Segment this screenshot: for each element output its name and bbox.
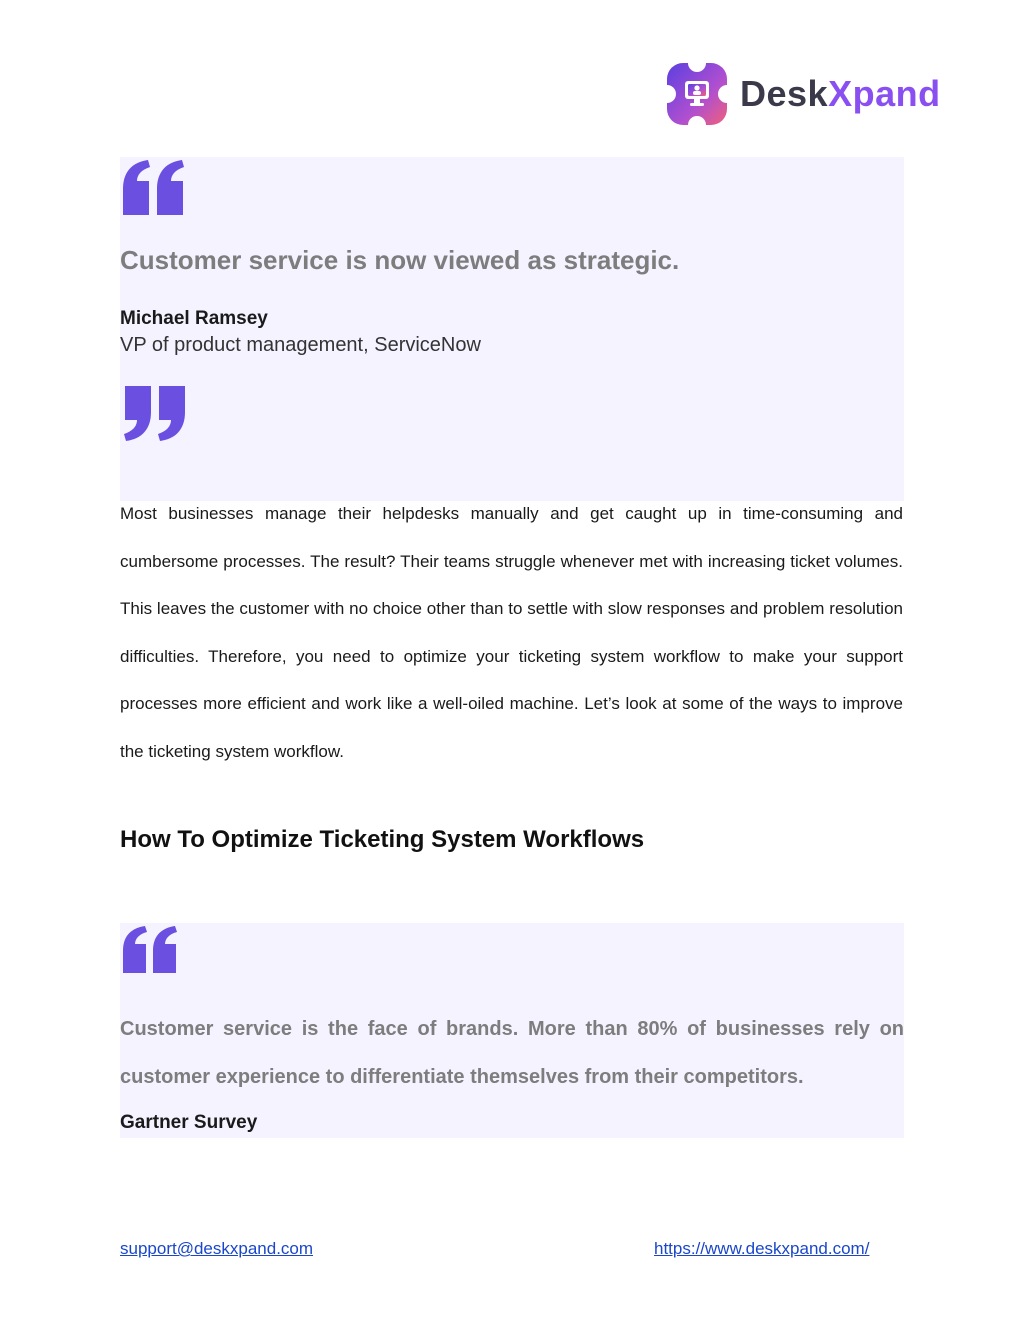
footer-website-link[interactable]: https://www.deskxpand.com/	[654, 1239, 870, 1258]
quote-author-role: VP of product management, ServiceNow	[120, 334, 481, 356]
logo-wordmark	[740, 73, 941, 114]
logo-text-xpand: Xpand	[828, 73, 941, 114]
quote-source: Gartner Survey	[120, 1112, 258, 1133]
logo-text-desk: Desk	[740, 73, 829, 114]
quote-author: Michael Ramsey	[120, 308, 268, 329]
quote-text: Customer service is the face of brands. More than 80% of businesses rely on customer experience to differentiate themselves from their competitors.	[120, 1018, 904, 1088]
close-quote-icon	[123, 386, 187, 442]
footer-email-link[interactable]: support@deskxpand.com	[120, 1239, 314, 1258]
quote-text: Customer service is now viewed as strategic.	[120, 245, 680, 275]
deskxpand-logo	[664, 60, 941, 128]
deskxpand-logo-icon	[664, 60, 730, 128]
quote-block-ramsey	[120, 157, 904, 501]
open-quote-icon	[121, 159, 187, 215]
intro-paragraph: Most businesses manage their helpdesks manually and get caught up in time-consuming and cumbersome processes. The result? Their teams struggle whenever met with increasing ticket volumes. This leaves the customer with no choice other than to settle with slow responses and problem resolution difficulties. Therefore, you need to optimize your ticketing system workflow to make your support processes more efficient and work like a well-oiled machine. Let’s look at some of the ways to improve the ticketing system workflow.	[120, 504, 903, 761]
open-quote-icon	[121, 925, 179, 973]
section-heading: How To Optimize Ticketing System Workflows	[120, 826, 645, 853]
